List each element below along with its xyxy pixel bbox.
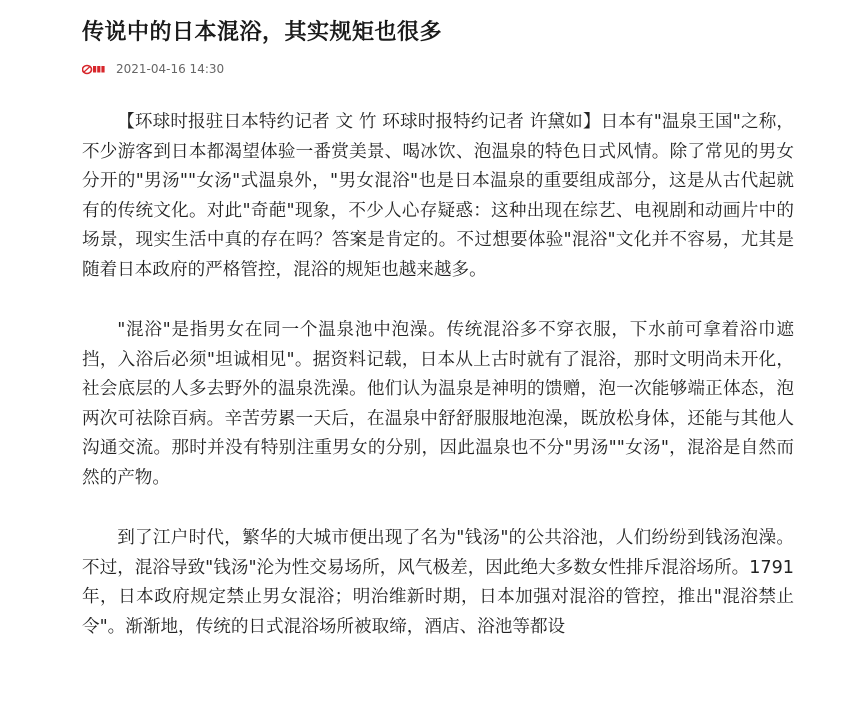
paragraph-1: 【环球时报驻日本特约记者 文 竹 环球时报特约记者 许黛如】日本有"温泉王国"之称，不少游客到日本都渴望体验一番赏美景、喝冰饮、泡温泉的特色日式风情。除了常见的男女分开的"男汤""女汤"式温泉外，"男女混浴"也是日本温泉的重要组成部分，这是从古代起就有的传统文化。对此"奇葩"现象，不少人心存疑惑：这种出现在综艺、电视剧和动画片中的场景，现实生活中真的存在吗？答案是肯定的。不过想要体验"混浴"文化并不容易，尤其是随着日本政府的严格管控，混浴的规矩也越来越多。 bbox=[82, 112, 794, 280]
source-logo-icon[interactable] bbox=[82, 63, 106, 75]
paragraph-3: 到了江户时代，繁华的大城市便出现了名为"钱汤"的公共浴池，人们纷纷到钱汤泡澡。不过，混浴导致"钱汤"沦为性交易场所，风气极差，因此绝大多数女性排斥混浴场所。1791 年，日本政府规定禁止男女混浴；明治维新时期，日本加强对混浴的管控，推出"混浴禁止令"。渐渐地，传统的日式混浴场所被取缔，酒店、浴池等都设 bbox=[82, 528, 794, 637]
paragraph-2: "混浴"是指男女在同一个温泉池中泡澡。传统混浴多不穿衣服，下水前可拿着浴巾遮挡，入浴后必须"坦诚相见"。据资料记载，日本从上古时就有了混浴，那时文明尚未开化，社会底层的人多去野外的温泉洗澡。他们认为温泉是神明的馈赠，泡一次能够端正体态，泡两次可祛除百病。辛苦劳累一天后，在温泉中舒舒服服地泡澡，既放松身体，还能与其他人沟通交流。那时并没有特别注重男女的分别，因此温泉也不分"男汤""女汤"，混浴是自然而然的产物。 bbox=[82, 320, 794, 488]
article-body bbox=[82, 108, 794, 673]
publish-date: 2021-04-16 14:30 bbox=[116, 62, 225, 76]
article-meta bbox=[82, 62, 224, 76]
article-title: 传说中的日本混浴，其实规矩也很多 bbox=[82, 20, 443, 45]
